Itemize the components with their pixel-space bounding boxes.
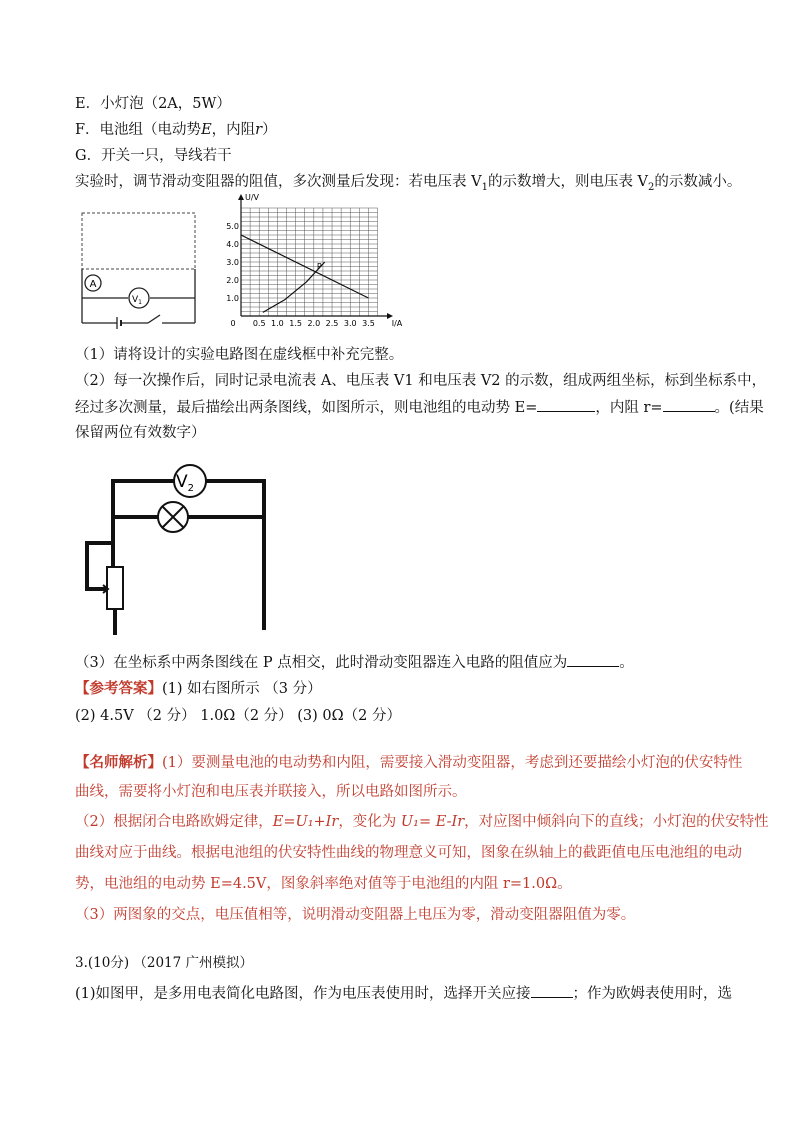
answer-blank-switch[interactable]: [531, 983, 573, 998]
analysis-p2-b: 曲线对应于曲线。根据电池组的伏安特性曲线的物理意义可知，图象在纵轴上的截距值电压电池组的电动: [75, 845, 742, 861]
question-2-line2: 经过多次测量，最后描绘出两条图线，如图所示，则电池组的电动势 E= ，内阻 r= 。(结果: [75, 397, 764, 418]
voltmeter-v1-label: $V_1$: [132, 295, 142, 306]
y-tick-label: 3.0: [226, 258, 239, 267]
x-tick-label: 3.5: [362, 319, 375, 328]
question-1: （1）请将设计的实验电路图在虚线框中补充完整。: [75, 347, 404, 363]
option-g: G．开关一只，导线若干: [75, 148, 232, 164]
answer-blank-e[interactable]: [537, 397, 595, 412]
point-p-label: P: [316, 262, 322, 271]
y-tick-label: 5.0: [226, 222, 239, 231]
option-e: E．小灯泡（2A，5W）: [75, 96, 231, 112]
question-2-line3: 保留两位有效数字）: [75, 425, 206, 441]
dashed-box: [82, 213, 195, 269]
x-tick-label: 1.5: [289, 319, 302, 328]
experiment-note: 实验时，调节滑动变阻器的阻值，多次测量后发现：若电压表 $V_1$的示数增大，则电压表 $V_2$的示数减小。: [75, 174, 742, 193]
question-3: （3）在坐标系中两条图线在 P 点相交，此时滑动变阻器连入电路的阻值应为 。: [75, 652, 634, 673]
ammeter-label: A: [89, 279, 97, 290]
reference-answer-line2: (2) 4.5V （2 分） 1.0Ω（2 分） (3) 0Ω（2 分）: [75, 708, 401, 724]
x-tick-label: 2.0: [307, 319, 321, 328]
question-3-part1: (1)如图甲，是多用电表简化电路图，作为电压表使用时，选择开关应接 ；作为欧姆表使用时，选: [75, 983, 732, 1004]
question-3-header: 3.(10分) （2017 广州模拟）: [75, 955, 254, 971]
question-2-line1: （2）每一次操作后，同时记录电流表 A、电压表 V1 和电压表 V2 的示数，组成两组坐标，标到坐标系中，: [75, 373, 767, 389]
analysis-p2-c: 势，电池组的电动势 E=4.5V，图象斜率绝对值等于电池组的内阻 r=1.0Ω。: [75, 876, 572, 892]
option-f: F．电池组（电动势E，内阻r）: [75, 122, 277, 138]
origin-label: 0: [230, 319, 236, 328]
analysis-p1-b: 曲线，需要将小灯泡和电压表并联接入，所以电路如图所示。: [75, 784, 467, 800]
x-tick-label: 0.5: [252, 319, 266, 328]
analysis-p2-a: （2）根据闭合电路欧姆定律，E=U₁+Ir，变化为 U₁= E-Ir，对应图中倾斜向下的直线；小灯泡的伏安特性: [75, 814, 769, 830]
switch-icon: [148, 315, 160, 323]
y-tick-label: 2.0: [226, 276, 239, 285]
reference-answer-line1: 【参考答案】(1) 如右图所示 （3 分）: [75, 680, 322, 697]
y-axis-label: U/V: [245, 193, 260, 202]
answer-blank-r[interactable]: [663, 397, 715, 412]
circuit-figure-2: [80, 455, 280, 640]
y-tick-label: 1.0: [226, 294, 239, 303]
x-axis-label: I/A: [391, 319, 403, 328]
analysis-p1-a: 【名师解析】(1）要测量电池的电动势和内阻，需要接入滑动变阻器，考虑到还要描绘小灯泡的伏安特性: [75, 754, 743, 771]
x-tick-label: 1.0: [271, 319, 284, 328]
x-tick-label: 2.5: [325, 319, 339, 328]
ui-chart: [225, 193, 405, 338]
analysis-p3: （3）两图象的交点，电压值相等，说明滑动变阻器上电压为零，滑动变阻器阻值为零。: [75, 907, 636, 923]
x-tick-label: 3.0: [343, 319, 357, 328]
circuit-figure-1: [70, 205, 210, 335]
lamp-curve: [263, 262, 325, 312]
rheostat-icon: [107, 567, 123, 609]
answer-blank-rheostat[interactable]: [567, 652, 619, 667]
y-tick-label: 4.0: [226, 240, 239, 249]
voltmeter-v2-label: $V_2$: [175, 472, 195, 494]
